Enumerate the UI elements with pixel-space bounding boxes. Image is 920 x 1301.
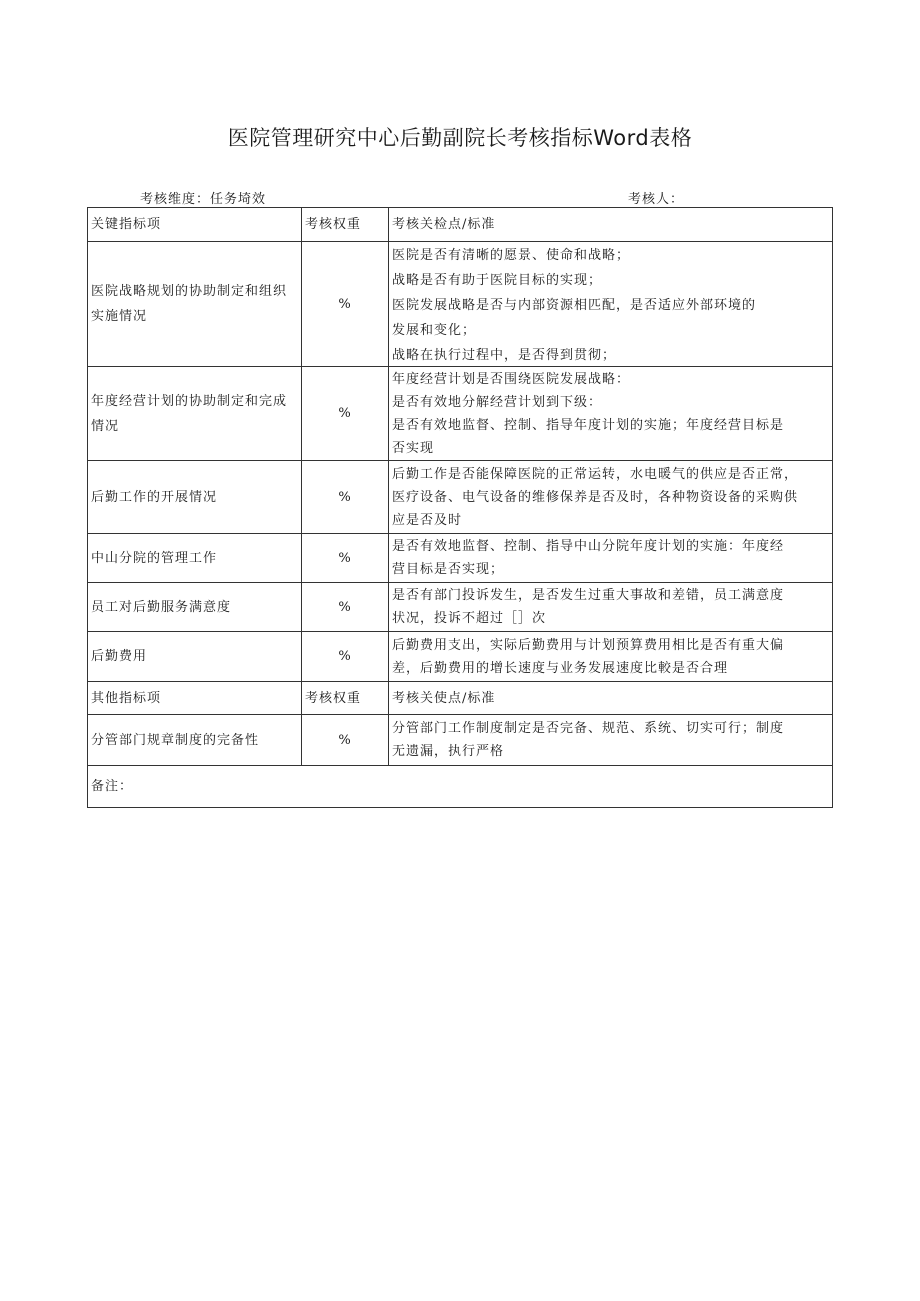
header-weight: 考核权重	[302, 208, 389, 242]
criteria-line: 后勤费用支出，实际后勤费用与计划预算费用相比是否有重大偏	[392, 637, 785, 653]
criteria-cell	[389, 715, 833, 766]
weight-value: %	[302, 583, 389, 632]
page-title: 医院管理研究中心后勤副院长考核指标Word表格	[227, 126, 693, 150]
criteria-line: 是否有效地监督、控制、指导中山分院年度计划的实施：年度经	[392, 539, 785, 554]
criteria-line: 无遗漏，执行严格	[392, 744, 505, 759]
criteria-line: 营目标是否实现；	[392, 562, 505, 577]
criteria-line: 是否有效地监督、控制、指导年度计划的实施；年度经营目标是	[392, 417, 785, 433]
header-criteria: 考核关使点/标准	[389, 682, 833, 715]
criteria-cell	[389, 583, 833, 632]
weight-value: %	[302, 632, 389, 682]
table-row	[88, 715, 833, 766]
header-criteria: 考核关检点/标准	[389, 208, 833, 242]
table-row	[88, 632, 833, 682]
criteria-line: 医疗设备、电气设备的维修保养是否及时，各种物资设备的采购供	[392, 489, 799, 505]
indicator-name: 中山分院的管理工作	[88, 534, 302, 583]
notes-label: 备注：	[88, 766, 833, 808]
header-item: 其他指标项	[88, 682, 302, 715]
criteria-line: 状况，投诉不超过［］次	[392, 611, 547, 626]
criteria-line: 否实现	[392, 440, 435, 456]
table-row	[88, 367, 833, 461]
criteria-line: 后勤工作是否能保障医院的正常运转，水电暖气的供应是否正常，	[392, 466, 799, 482]
assessment-table	[87, 207, 833, 808]
weight-value: %	[302, 715, 389, 766]
weight-value: %	[302, 534, 389, 583]
assessor-label: 考核人：	[628, 192, 685, 207]
criteria-line: 应是否及时	[392, 512, 463, 528]
weight-value: %	[302, 242, 389, 367]
criteria-line: 战略在执行过程中，是否得到贯彻；	[392, 348, 617, 363]
criteria-cell	[389, 632, 833, 682]
table-row	[88, 583, 833, 632]
criteria-cell	[389, 534, 833, 583]
weight-value: %	[302, 367, 389, 461]
indicator-name: 年度经营计划的协助制定和完成情况	[88, 367, 302, 461]
criteria-cell	[389, 461, 833, 534]
criteria-line: 分管部门工作制度制定是否完备、规范、系统、切实可行；制度	[392, 721, 785, 736]
indicator-name: 后勤费用	[88, 632, 302, 682]
indicator-name: 分管部门规章制度的完备性	[88, 715, 302, 766]
key-header-row	[88, 208, 833, 242]
criteria-line: 医院发展战略是否与内部资源相匹配，是否适应外部环境的	[392, 298, 757, 313]
criteria-line: 战略是否有助于医院目标的实现；	[392, 273, 603, 288]
indicator-name: 员工对后勤服务满意度	[88, 583, 302, 632]
other-header-row	[88, 682, 833, 715]
criteria-line: 发展和变化；	[392, 323, 477, 338]
indicator-name: 后勤工作的开展情况	[88, 461, 302, 534]
table-row	[88, 461, 833, 534]
header-weight: 考核权重	[302, 682, 389, 715]
table-row	[88, 534, 833, 583]
criteria-cell	[389, 367, 833, 461]
notes-row	[88, 766, 833, 808]
indicator-name: 医院战略规划的协助制定和组织实施情况	[88, 242, 302, 367]
criteria-line: 年度经营计划是否围绕医院发展战略：	[392, 371, 631, 387]
criteria-cell	[389, 242, 833, 367]
criteria-line: 是否有部门投诉发生，是否发生过重大事故和差错，员工满意度	[392, 588, 785, 603]
assessment-dimension: 考核维度：任务埼效	[140, 192, 267, 207]
weight-value: %	[302, 461, 389, 534]
criteria-line: 差，后勤费用的增长速度与业务发展速度比較是否合理	[392, 660, 729, 676]
header-item: 关键指标项	[88, 208, 302, 242]
table-row	[88, 242, 833, 367]
criteria-line: 医院是否有清晰的愿景、使命和战略；	[392, 248, 631, 263]
criteria-line: 是否有效地分解经营计划到下级：	[392, 394, 603, 410]
